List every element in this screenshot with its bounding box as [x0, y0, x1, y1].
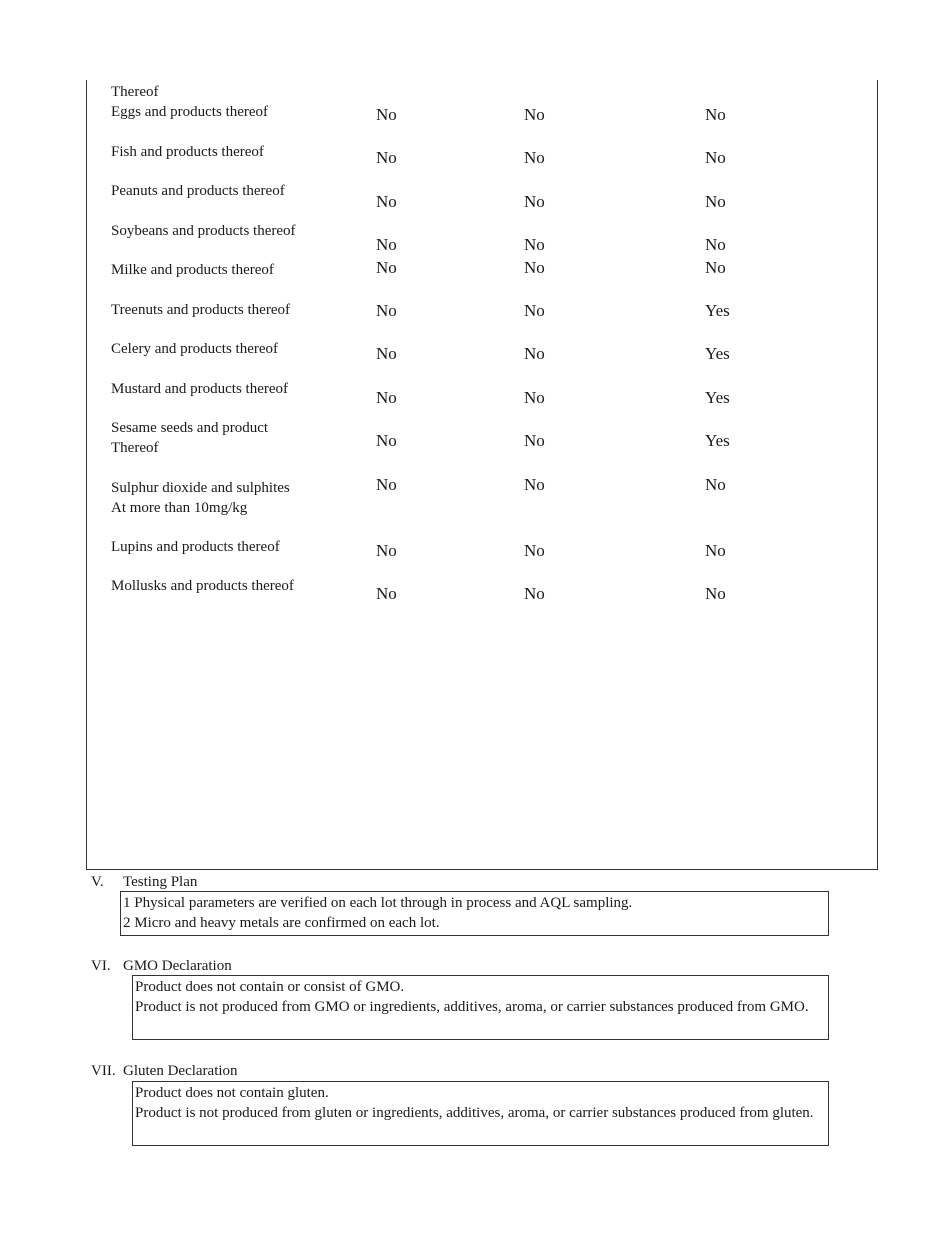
allergen-value-col1: No: [376, 344, 397, 363]
allergen-value-col1: No: [376, 192, 397, 211]
allergen-name-line: At more than 10mg/kg: [111, 500, 248, 516]
allergen-name-line: Fish and products thereof: [111, 144, 264, 160]
allergen-name: [111, 339, 278, 359]
testing-plan-line: 1 Physical parameters are verified on each lot through in process and AQL sampling.: [123, 895, 633, 911]
allergen-name: [111, 142, 264, 162]
allergen-name-line: Peanuts and products thereof: [111, 183, 285, 199]
section-number: VI.: [91, 958, 111, 974]
allergen-name-line: Soybeans and products thereof: [111, 223, 296, 239]
allergen-table: [86, 80, 878, 870]
allergen-value-col1: No: [376, 258, 397, 277]
gluten-line: Product is not produced from gluten or ingredients, additives, aroma, or carrier substances produced from gluten.: [135, 1105, 814, 1121]
allergen-value-col2: No: [524, 388, 545, 407]
allergen-value-col3: Yes: [705, 344, 730, 363]
gluten-line: Product does not contain gluten.: [135, 1085, 329, 1101]
allergen-value-col3: No: [705, 541, 726, 560]
allergen-name: [111, 102, 268, 122]
allergen-name: [111, 181, 285, 201]
allergen-name: [111, 300, 290, 320]
testing-plan-box: [120, 891, 829, 936]
allergen-value-col2: No: [524, 105, 545, 124]
allergen-name: [111, 221, 296, 241]
gmo-line: Product is not produced from GMO or ingredients, additives, aroma, or carrier substances produced from GMO.: [135, 999, 809, 1015]
allergen-value-col2: No: [524, 258, 545, 277]
allergen-value-col3: No: [705, 235, 726, 254]
allergen-value-col3: No: [705, 584, 726, 603]
allergen-name-line: Lupins and products thereof: [111, 539, 280, 555]
gmo-line: Product does not contain or consist of GMO.: [135, 979, 405, 995]
allergen-name-line: Mustard and products thereof: [111, 381, 289, 397]
allergen-value-col3: No: [705, 192, 726, 211]
allergen-name: [111, 576, 294, 596]
allergen-value-col3: Yes: [705, 431, 730, 450]
allergen-name-line: Sulphur dioxide and sulphites: [111, 480, 290, 496]
row-name-fragment: Thereof: [111, 84, 159, 100]
allergen-name-line: Celery and products thereof: [111, 341, 279, 357]
allergen-value-col3: No: [705, 148, 726, 167]
allergen-name-line: Treenuts and products thereof: [111, 302, 290, 318]
testing-plan-heading: [0, 873, 948, 891]
allergen-value-col3: No: [705, 105, 726, 124]
gluten-box: [132, 1081, 829, 1146]
section-number: VII.: [91, 1063, 116, 1079]
allergen-value-col1: No: [376, 388, 397, 407]
allergen-name: [111, 379, 288, 399]
allergen-value-col3: No: [705, 258, 726, 277]
allergen-value-col3: Yes: [705, 388, 730, 407]
allergen-name: [111, 478, 290, 518]
allergen-name-line: Thereof: [111, 440, 159, 456]
allergen-name-line: Eggs and products thereof: [111, 104, 269, 120]
allergen-value-col1: No: [376, 431, 397, 450]
section-number: V.: [91, 874, 104, 890]
allergen-value-col2: No: [524, 431, 545, 450]
allergen-name: [111, 260, 274, 280]
gmo-box: [132, 975, 829, 1040]
section-title: Testing Plan: [123, 874, 198, 890]
testing-plan-line: 2 Micro and heavy metals are confirmed on each lot.: [123, 915, 440, 931]
allergen-value-col2: No: [524, 541, 545, 560]
allergen-value-col2: No: [524, 344, 545, 363]
allergen-value-col3: No: [705, 475, 726, 494]
allergen-name-line: Mollusks and products thereof: [111, 578, 294, 594]
gluten-heading: [0, 1062, 948, 1080]
allergen-value-col2: No: [524, 192, 545, 211]
allergen-value-col1: No: [376, 475, 397, 494]
allergen-value-col2: No: [524, 301, 545, 320]
allergen-value-col2: No: [524, 148, 545, 167]
allergen-value-col1: No: [376, 584, 397, 603]
allergen-value-col1: No: [376, 541, 397, 560]
allergen-value-col2: No: [524, 235, 545, 254]
allergen-name-line: Milke and products thereof: [111, 262, 274, 278]
allergen-name-line: Sesame seeds and product: [111, 420, 269, 436]
allergen-value-col1: No: [376, 148, 397, 167]
gmo-heading: [0, 957, 948, 975]
allergen-value-col3: Yes: [705, 301, 730, 320]
allergen-name: [111, 418, 268, 458]
allergen-value-col1: No: [376, 301, 397, 320]
allergen-name: [111, 537, 280, 557]
allergen-value-col2: No: [524, 584, 545, 603]
allergen-value-col2: No: [524, 475, 545, 494]
allergen-value-col1: No: [376, 235, 397, 254]
section-title: Gluten Declaration: [123, 1063, 238, 1079]
section-title: GMO Declaration: [123, 958, 232, 974]
allergen-value-col1: No: [376, 105, 397, 124]
